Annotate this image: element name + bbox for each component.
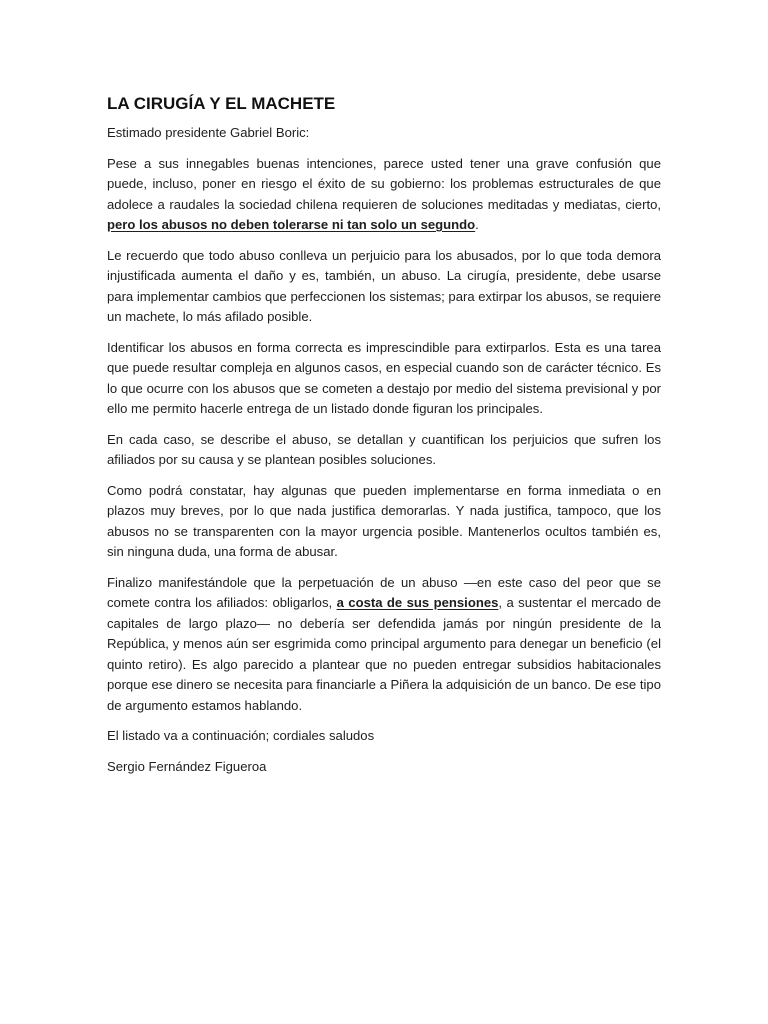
page-title: LA CIRUGÍA Y EL MACHETE [107, 94, 336, 113]
paragraph-6 [107, 573, 661, 717]
paragraph-6-emphasis: a costa de sus pensiones [336, 595, 499, 610]
paragraph-6-text: Finalizo manifestándole que la perpetuación de un abuso —en este caso del peor que se comete contra los afiliados: obligarlos, [107, 574, 661, 610]
paragraph-5: Como podrá constatar, hay algunas que pueden implementarse en forma inmediata o en plazos muy breves, por lo que nada justifica demorarlas. Y nada justifica, tampoco, que los abusos no se transparenten con la mayor urgencia posible. Mantenerlos ocultos también es, sin ninguna duda, una forma de abusar. [107, 482, 661, 559]
salutation: Estimado presidente Gabriel Boric: [107, 125, 310, 140]
paragraph-1-emphasis: pero los abusos no deben tolerarse ni tan solo un segundo [107, 217, 476, 232]
paragraph-2: Le recuerdo que todo abuso conlleva un perjuicio para los abusados, por lo que toda demora injustificada aumenta el daño y es, también, un abuso. La cirugía, presidente, debe usarse para implementar cambios que perfeccionen los sistemas; para extirpar los abusos, se requiere un machete, lo más afilado posible. [107, 247, 661, 324]
paragraph-4: En cada caso, se describe el abuso, se detallan y cuantifican los perjuicios que sufren los afiliados por su causa y se plantean posibles soluciones. [107, 431, 661, 467]
closing-line: El listado va a continuación; cordiales saludos [107, 728, 375, 743]
paragraph-3: Identificar los abusos en forma correcta es imprescindible para extirparlos. Esta es una tarea que puede resultar compleja en algunos casos, en especial cuando son de carácter técnico. Es lo que ocurre con los abusos que se cometen a destajo por medio del sistema previsional y por ello me permito hacerle entrega de un listado donde figuran los principales. [107, 339, 661, 416]
paragraph-1-end: . [475, 217, 479, 232]
paragraph-6-end: , a sustentar el mercado de capitales de largo plazo— no debería ser defendida jamás por ningún presidente de la República, y menos aún ser esgrimida como principal argumento para denegar un beneficio (el quinto retiro). Es algo parecido a plantear que no pueden entregar subsidios habitacionales porque ese dinero se necesita para financiarle a Piñera la adquisición de un banco. De ese tipo de argumento estamos hablando. [107, 595, 662, 713]
signature: Sergio Fernández Figueroa [107, 758, 267, 774]
paragraph-1-text: Pese a sus innegables buenas intenciones, parece usted tener una grave confusión que puede, incluso, poner en riesgo el éxito de su gobierno: los problemas estructurales de que adolece a raudales la sociedad chilena requieren de soluciones meditadas y mediatas, cierto, [107, 155, 661, 212]
letter-page [107, 92, 661, 787]
paragraph-1 [107, 154, 661, 236]
